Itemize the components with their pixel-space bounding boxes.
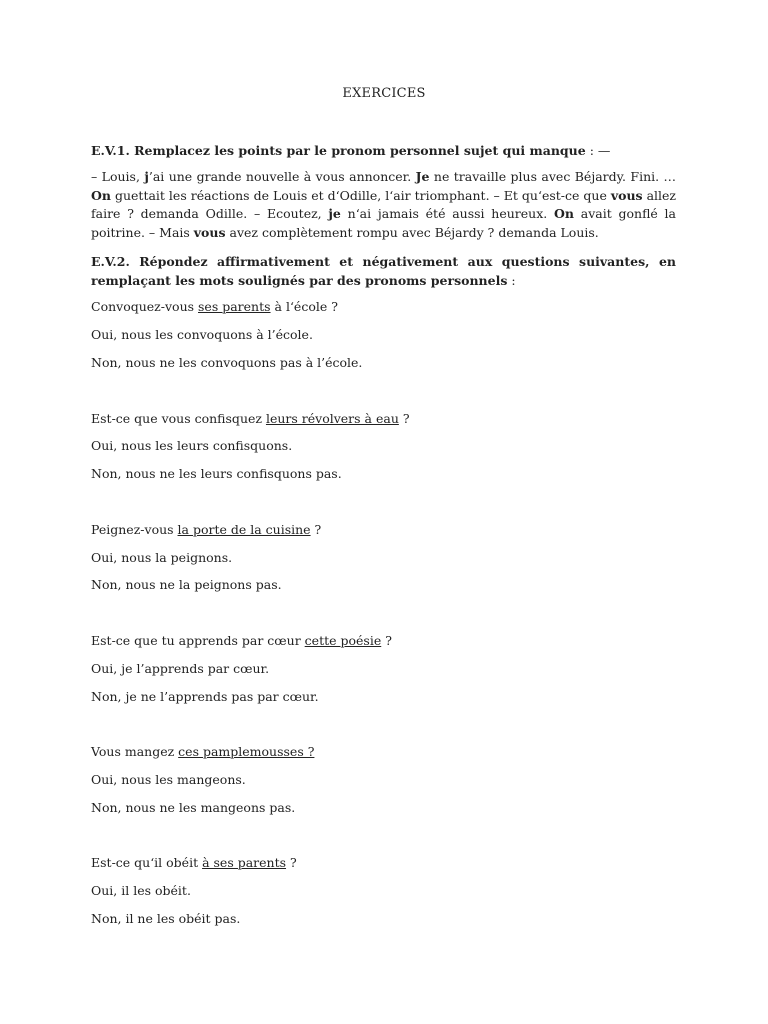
ev1-text-7: avait gonflé la poitrine. – Mais xyxy=(91,206,676,240)
question-6-text: Est-ce qu‘il obéit xyxy=(91,855,203,870)
question-6 xyxy=(91,855,676,871)
question-4-text: Est-ce que tu apprends par cœur xyxy=(91,633,305,648)
ev1-text-8: avez complètement rompu avec Béjardy ? demanda Louis. xyxy=(225,224,599,240)
answer-3-yes: Oui, nous la peignons. xyxy=(91,550,233,565)
question-1-end: à l‘école ? xyxy=(270,299,338,314)
question-5-text: Vous mangez xyxy=(91,744,179,759)
question-5-underlined: ces pamplemousses ? xyxy=(178,744,315,759)
ev2-heading-text: E.V.2. Répondez affirmativement et négativement aux questions suivantes, en remplaçant les mots soulignés par des pronoms personnels xyxy=(91,254,676,288)
answer-4-no: Non, je ne l’apprends pas par cœur. xyxy=(91,689,319,704)
ev2-heading xyxy=(91,253,676,290)
answer-1-yes: Oui, nous les convoquons à l’école. xyxy=(91,327,313,342)
document-title: EXERCICES xyxy=(342,86,426,101)
answer-1-no: Non, nous ne les convoquons pas à l’école. xyxy=(91,355,363,370)
ev2-heading-tail: : xyxy=(507,272,516,288)
question-2-end: ? xyxy=(398,411,410,426)
ev1-text-3: ne travaille plus avec Béjardy. Fini. … xyxy=(429,169,677,184)
answer-6-yes: Oui, il les obéit. xyxy=(91,883,191,898)
answer-4-yes: Oui, je l’apprends par cœur. xyxy=(91,661,270,676)
answer-5-yes: Oui, nous les mangeons. xyxy=(91,772,246,787)
ev1-answer-1: j xyxy=(144,169,149,184)
ev1-text-4: guettait les réactions de Louis et d‘Odille, l‘air triomphant. – Et qu‘est-ce que xyxy=(110,187,611,203)
question-3-end: ? xyxy=(310,522,322,537)
question-4-underlined: cette poésie xyxy=(304,633,382,648)
ev1-heading xyxy=(91,143,676,159)
question-6-underlined: à ses parents xyxy=(202,855,287,870)
ev1-text-1: – Louis, xyxy=(91,169,145,184)
ev1-text-2: ’ai une grande nouvelle à vous annoncer. xyxy=(148,169,416,184)
question-6-end: ? xyxy=(286,855,297,870)
question-1-text: Convoquez-vous xyxy=(91,299,199,314)
question-3 xyxy=(91,522,676,538)
question-3-text: Peignez-vous xyxy=(91,522,178,537)
ev1-heading-tail: : — xyxy=(585,143,611,158)
ev1-text-5: allez faire ? demanda Odille. – Ecoutez, xyxy=(91,187,677,221)
question-2-text: Est-ce que vous confisquez xyxy=(91,411,266,426)
question-2-underlined: leurs révolvers à eau xyxy=(265,411,399,426)
ev1-answer-4: vous xyxy=(610,187,643,203)
question-5 xyxy=(91,744,676,760)
ev1-paragraph xyxy=(91,168,676,242)
answer-2-no: Non, nous ne les leurs confisquons pas. xyxy=(91,466,342,481)
question-1-underlined: ses parents xyxy=(198,299,271,314)
ev1-answer-6: On xyxy=(554,206,574,221)
question-4-end: ? xyxy=(381,633,392,648)
answer-2-yes: Oui, nous les leurs confisquons. xyxy=(91,438,293,453)
answer-6-no: Non, il ne les obéit pas. xyxy=(91,911,241,926)
question-4 xyxy=(91,633,676,649)
question-2 xyxy=(91,411,676,427)
ev1-answer-2: Je xyxy=(415,169,430,184)
question-1 xyxy=(91,299,676,315)
ev1-answer-3: On xyxy=(91,187,111,203)
answer-3-no: Non, nous ne la peignons pas. xyxy=(91,577,282,592)
ev1-answer-7: vous xyxy=(193,224,226,240)
ev1-text-6: n‘ai jamais été aussi heureux. xyxy=(340,206,555,221)
question-3-underlined: la porte de la cuisine xyxy=(177,522,311,537)
ev1-answer-5: je xyxy=(328,206,341,221)
ev1-heading-text: E.V.1. Remplacez les points par le pronom personnel sujet qui manque xyxy=(91,143,586,158)
answer-5-no: Non, nous ne les mangeons pas. xyxy=(91,800,296,815)
